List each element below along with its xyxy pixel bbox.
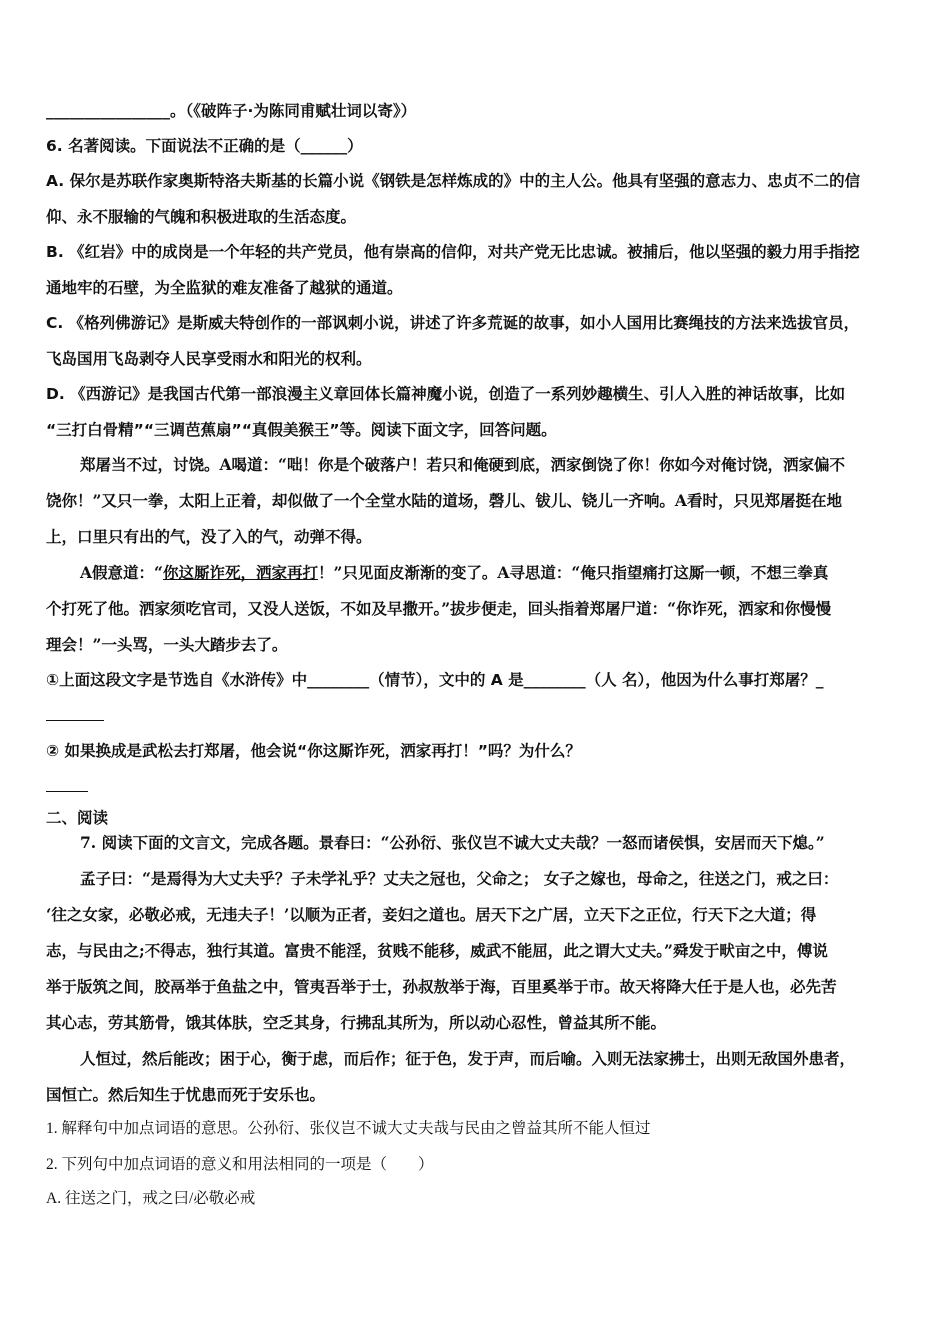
passage-line4-start: A假意道：“ <box>80 563 163 582</box>
classical-text-line2: ‘往之女家，必敬必戒，无违夫子！’以顺为正者，妾妇之道也。居天下之广居，立天下之正位，行天下之大道；得 <box>46 905 817 924</box>
poem-answer-line: ________________。（《破阵子·为陈同甫赋壮词以寄》） <box>46 102 417 120</box>
passage-line4 <box>80 563 828 583</box>
question-7-2-option-a: A. 往送之门，戒之曰/必敬必戒 <box>46 1190 256 1207</box>
option-a-line1: A. 保尔是苏联作家奥斯特洛夫斯基的长篇小说《钢铁是怎样炼成的》中的主人公。他具有坚强的意志力、忠贞不二的信 <box>46 172 861 190</box>
option-d-line1: D. 《西游记》是我国古代第一部浪漫主义章回体长篇神魔小说，创造了一系列妙趣横生、引人入胜的神话故事，比如 <box>46 385 846 403</box>
classical-text-line3: 志，与民由之;不得志，独行其道。富贵不能淫，贫贱不能移，威武不能屈，此之谓大丈夫。”舜发于畎亩之中，傅说 <box>46 941 828 960</box>
question-7-line1: 7. 阅读下面的文言文，完成各题。景春曰：“公孙衍、张仪岂不诚大丈夫哉？一怒而诸侯惧，安居而天下熄。” <box>80 833 825 852</box>
classical-text-line7: 国恒亡。然后知生于忧患而死于安乐也。 <box>46 1085 326 1104</box>
option-c-line2: 飞岛国用飞岛剥夺人民享受雨水和阳光的权利。 <box>46 350 372 368</box>
sub-question-1: ①上面这段文字是节选自《水浒传》中________（情节），文中的 A 是________（人 名），他因为什么事打郑屠？_ <box>46 671 824 689</box>
passage-line1: 郑屠当不过，讨饶。A喝道：“咄！你是个破落户！若只和俺硬到底，洒家倒饶了你！你如今对俺讨饶，洒家偏不 <box>80 455 845 474</box>
underlined-quote: 你这厮诈死，洒家再打 <box>162 563 318 582</box>
classical-text-line6: 人恒过，然后能改；困于心，衡于虑，而后作；征于色，发于声，而后喻。入则无法家拂士，出则无敌国外患者， <box>80 1049 856 1068</box>
classical-text-line1: 孟子曰：“是焉得为大丈夫乎？子未学礼乎？丈夫之冠也，父命之； 女子之嫁也，母命之，往送之门，戒之曰： <box>80 869 839 888</box>
answer-blank-line <box>46 720 104 721</box>
sub-question-2: ② 如果换成是武松去打郑屠，他会说“你这厮诈死，洒家再打！”吗？为什么？ <box>46 742 581 760</box>
option-c-line1: C. 《格列佛游记》是斯威夫特创作的一部讽刺小说，讲述了许多荒诞的故事，如小人国用比赛绳技的方法来选拔官员， <box>46 314 860 332</box>
section-2-heading: 二、阅读 <box>46 809 109 827</box>
passage-line3: 上，口里只有出的气，没了入的气，动弹不得。 <box>46 527 372 546</box>
question-7-2: 2. 下列句中加点词语的意义和用法相同的一项是（ ） <box>46 1156 434 1173</box>
option-b-line1: B. 《红岩》中的成岗是一个年轻的共产党员，他有崇高的信仰，对共产党无比忠诚。被捕后，他以坚强的毅力用手指挖 <box>46 243 860 261</box>
option-b-line2: 通地牢的石壁，为全监狱的难友准备了越狱的通道。 <box>46 279 403 297</box>
passage-line2: 饶你！”又只一拳，太阳上正着，却似做了一个全堂水陆的道场，磬儿、钹儿、铙儿一齐响。A看时，只见郑屠挺在地 <box>46 491 842 510</box>
option-d-line2: “三打白骨精”“三调芭蕉扇”“真假美猴王”等。阅读下面文字，回答问题。 <box>46 421 557 439</box>
option-a-line2: 仰、永不服输的气魄和积极进取的生活态度。 <box>46 208 357 226</box>
classical-text-line4: 举于版筑之间，胶鬲举于鱼盐之中，管夷吾举于士，孙叔敖举于海，百里奚举于市。故天将降大任于是人也，必先苦 <box>46 977 837 996</box>
passage-line6: 理会！”一头骂，一头大踏步去了。 <box>46 635 288 654</box>
passage-line5: 个打死了他。洒家须吃官司，又没人送饭，不如及早撒开。”拔步便走，回头指着郑屠尸道：“你诈死，洒家和你慢慢 <box>46 599 832 618</box>
classical-text-line5: 其心志，劳其筋骨，饿其体肤，空乏其身，行拂乱其所为，所以动心忍性，曾益其所不能。 <box>46 1013 667 1032</box>
passage-line4-end: ！”只见面皮渐渐的变了。A寻思道：“俺只指望痛打这厮一顿，不想三拳真 <box>317 563 829 582</box>
question-6-title: 6. 名著阅读。下面说法不正确的是（______） <box>46 137 363 155</box>
answer-blank-line-2 <box>46 791 88 792</box>
question-7-1: 1. 解释句中加点词语的意思。公孙衍、张仪岂不诚大丈夫哉与民由之曾益其所不能人恒过 <box>46 1120 651 1137</box>
